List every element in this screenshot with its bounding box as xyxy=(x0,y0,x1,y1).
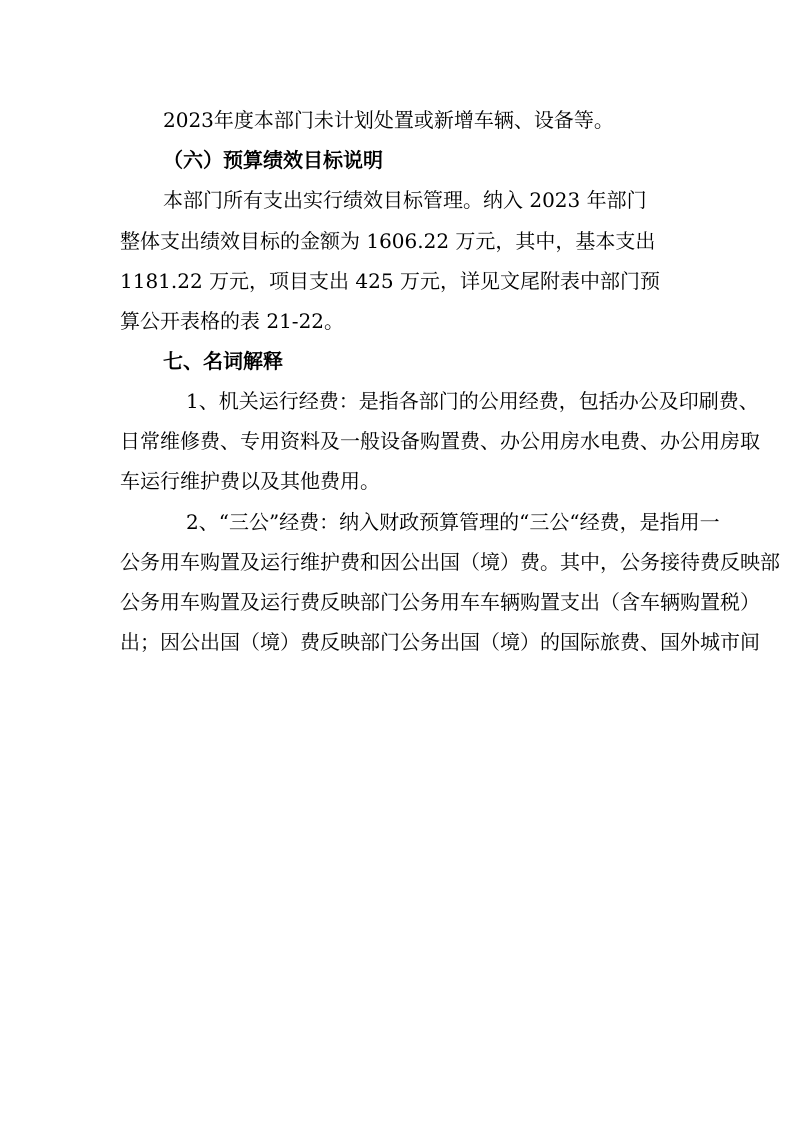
term-2-line-3: 公务用车购置及运行费反映部门公务用车车辆购置支出（含车辆购置税） xyxy=(120,590,760,614)
heading-term-explanations: 七、名词解释 xyxy=(163,349,283,373)
term-1-line-3: 车运行维护费以及其他费用。 xyxy=(120,469,380,493)
term-1-line-2: 日常维修费、专用资料及一般设备购置费、办公用房水电费、办公用房取 xyxy=(120,429,760,453)
paragraph-performance-line-3: 1181.22 万元，项目支出 425 万元，详见文尾附表中部门预 xyxy=(120,269,660,293)
paragraph-performance-line-4: 算公开表格的表 21-22。 xyxy=(120,309,345,333)
term-1-line-1: 1、机关运行经费：是指各部门的公用经费，包括办公及印刷费、 xyxy=(186,389,759,413)
paragraph-vehicles-line-1: 2023年度本部门未计划处置或新增车辆、设备等。 xyxy=(163,108,614,132)
term-2-line-1: 2、“三公”经费：纳入财政预算管理的“三公“经费，是指用一 xyxy=(186,510,720,534)
term-2-line-2: 公务用车购置及运行维护费和因公出国（境）费。其中，公务接待费反映部 xyxy=(120,550,780,574)
paragraph-performance-line-1: 本部门所有支出实行绩效目标管理。纳入 2023 年部门 xyxy=(163,188,647,212)
term-2-line-4: 出；因公出国（境）费反映部门公务出国（境）的国际旅费、国外城市间 xyxy=(120,630,760,654)
heading-performance-goals: （六）预算绩效目标说明 xyxy=(163,148,383,172)
paragraph-performance-line-2: 整体支出绩效目标的金额为 1606.22 万元，其中，基本支出 xyxy=(120,229,656,253)
